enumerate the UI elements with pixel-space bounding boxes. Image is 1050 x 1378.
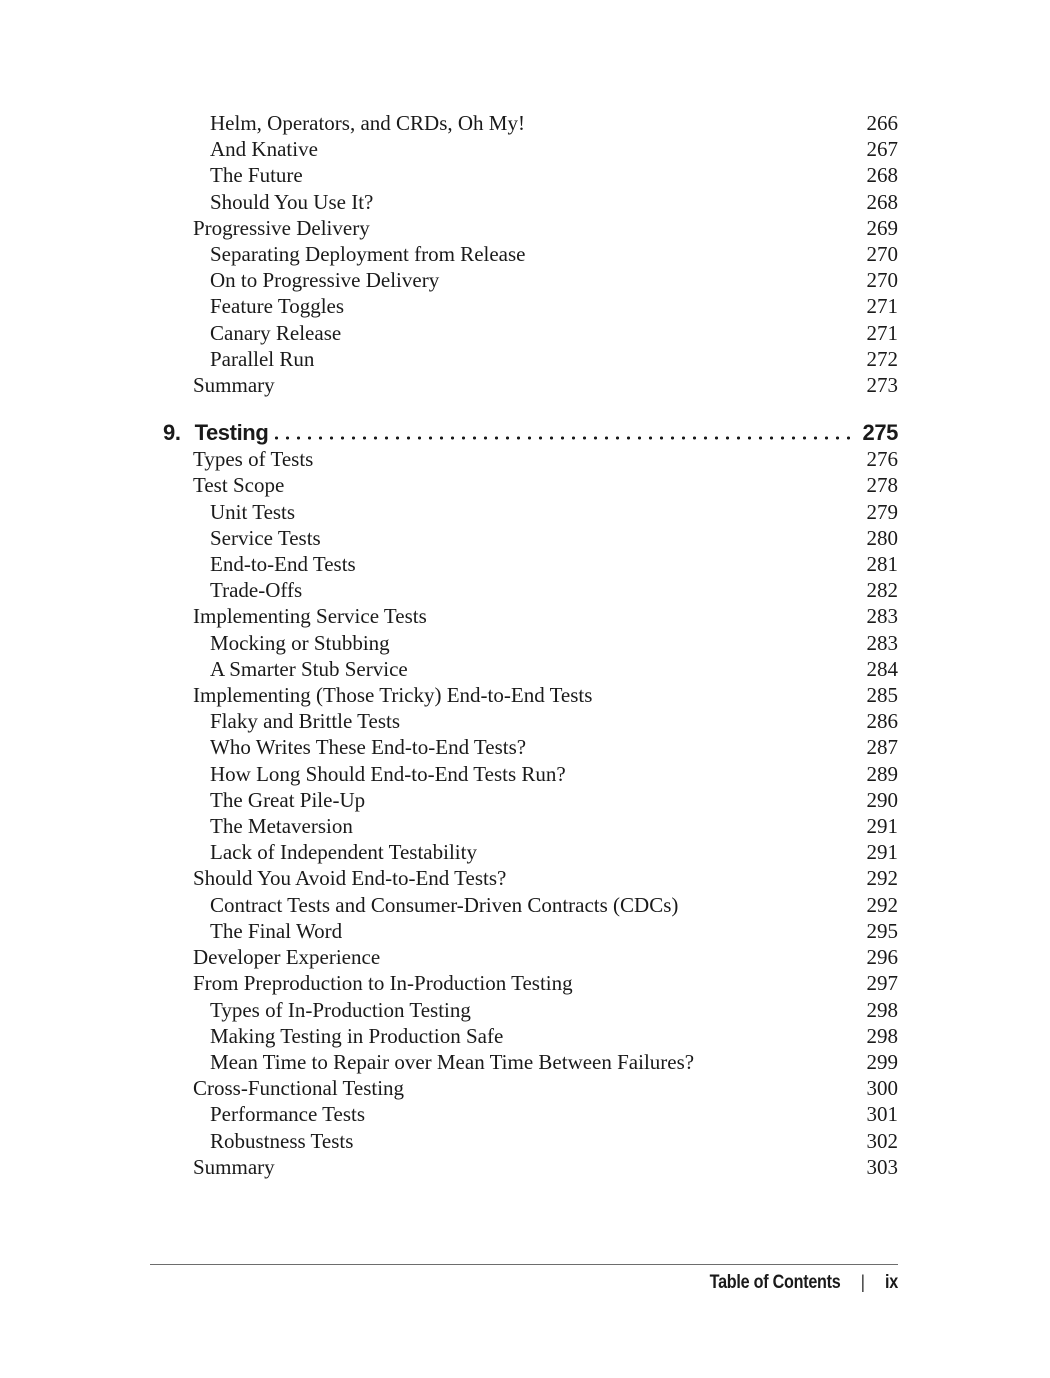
footer-section-label: Table of Contents [709, 1272, 841, 1293]
footer-text [262, 1272, 898, 1294]
toc-entry-page: 268 [866, 189, 898, 214]
toc-entry [150, 1128, 898, 1154]
toc-entry [150, 761, 898, 787]
toc-entry-title: Cross-Functional Testing [193, 1076, 405, 1101]
toc-entry [150, 162, 898, 188]
toc-entry-page: 299 [866, 1049, 898, 1074]
toc-entry [150, 215, 898, 241]
dot-leader [271, 436, 852, 440]
toc-entry-title: The Great Pile-Up [210, 787, 366, 812]
toc-entry [150, 656, 898, 682]
toc-entry-page: 279 [866, 499, 898, 524]
toc-entry-title: Lack of Independent Testability [210, 840, 477, 865]
toc-entry [150, 293, 898, 319]
toc-entry-page: 298 [866, 997, 898, 1022]
toc-entry-page: 290 [866, 787, 898, 812]
toc-entry-page: 301 [866, 1102, 898, 1127]
toc-entry-page: 298 [866, 1023, 898, 1048]
toc-entry-title: Service Tests [210, 525, 321, 550]
toc-entry-title: The Metaversion [210, 814, 353, 839]
table-of-contents [150, 110, 898, 1180]
toc-entry-page: 283 [866, 630, 898, 655]
toc-entry [150, 551, 898, 577]
toc-entry [150, 839, 898, 865]
toc-entry-page: 289 [866, 761, 898, 786]
toc-entry [150, 525, 898, 551]
toc-entry-page: 281 [866, 552, 898, 577]
toc-entry-title: The Final Word [210, 918, 343, 943]
toc-entry-page: 270 [866, 268, 898, 293]
toc-entry-page: 272 [866, 346, 898, 371]
toc-entry-page: 273 [866, 373, 898, 398]
toc-entry-page: 302 [866, 1128, 898, 1153]
toc-entry-title: Unit Tests [210, 499, 296, 524]
toc-entry-page: 268 [866, 163, 898, 188]
toc-entry-page: 269 [866, 215, 898, 240]
toc-entry-page: 300 [866, 1076, 898, 1101]
toc-entry [150, 708, 898, 734]
toc-entry-page: 303 [866, 1154, 898, 1179]
toc-entry [150, 970, 898, 996]
toc-entry-title: Mean Time to Repair over Mean Time Between Failures? [210, 1049, 695, 1074]
toc-entry-page: 291 [866, 840, 898, 865]
toc-entry-page: 284 [866, 656, 898, 681]
toc-entry-page: 267 [866, 137, 898, 162]
toc-entry [150, 472, 898, 498]
toc-entry-page: 285 [866, 683, 898, 708]
chapter-title: Testing [194, 420, 269, 446]
toc-entry [150, 1101, 898, 1127]
toc-entry-title: From Preproduction to In-Production Testing [193, 971, 573, 996]
toc-entry [150, 136, 898, 162]
toc-entry-title: Making Testing in Production Safe [210, 1023, 504, 1048]
toc-entry-page: 280 [866, 525, 898, 550]
toc-entry-title: Contract Tests and Consumer-Driven Contracts (CDCs) [210, 892, 679, 917]
toc-entry [150, 813, 898, 839]
toc-entry-page: 292 [866, 892, 898, 917]
toc-entry-title: Trade-Offs [210, 578, 303, 603]
toc-entry-page: 287 [866, 735, 898, 760]
toc-entry-title: The Future [210, 163, 303, 188]
footer-separator: | [860, 1272, 865, 1292]
toc-previous-chapter-entries [150, 110, 898, 398]
toc-entry-page: 283 [866, 604, 898, 629]
toc-entry-title: Summary [193, 1154, 275, 1179]
toc-entry-title: Mocking or Stubbing [210, 630, 390, 655]
toc-entry [150, 787, 898, 813]
toc-entry [150, 865, 898, 891]
toc-entry-title: Developer Experience [193, 945, 381, 970]
toc-entry-title: Parallel Run [210, 346, 315, 371]
toc-entry [150, 1049, 898, 1075]
toc-entry-title: Robustness Tests [210, 1128, 354, 1153]
toc-entry [150, 997, 898, 1023]
toc-entry [150, 630, 898, 656]
chapter-number: 9. [163, 420, 181, 446]
toc-entry [150, 446, 898, 472]
toc-entry [150, 1023, 898, 1049]
toc-entry-title: Separating Deployment from Release [210, 242, 526, 267]
toc-entry-title: A Smarter Stub Service [210, 656, 408, 681]
toc-entry-title: Should You Avoid End-to-End Tests? [193, 866, 507, 891]
page-footer [150, 1264, 898, 1294]
toc-entry-title: Who Writes These End-to-End Tests? [210, 735, 527, 760]
toc-entry-title: End-to-End Tests [210, 552, 356, 577]
toc-entry [150, 682, 898, 708]
chapter-page-number: 275 [862, 420, 898, 446]
toc-entry-title: Feature Toggles [210, 294, 345, 319]
toc-entry-title: And Knative [210, 137, 318, 162]
toc-chapter-entries [150, 446, 898, 1180]
toc-entry-title: Summary [193, 373, 275, 398]
toc-entry [150, 346, 898, 372]
toc-entry-page: 270 [866, 242, 898, 267]
toc-entry [150, 189, 898, 215]
toc-entry [150, 110, 898, 136]
toc-entry [150, 1154, 898, 1180]
toc-entry [150, 734, 898, 760]
chapter-9-block [150, 419, 898, 1180]
toc-entry [150, 320, 898, 346]
toc-entry-page: 271 [866, 320, 898, 345]
toc-entry-title: Types of In-Production Testing [210, 997, 471, 1022]
toc-entry-title: Flaky and Brittle Tests [210, 709, 401, 734]
toc-entry-page: 297 [866, 971, 898, 996]
toc-entry [150, 1075, 898, 1101]
toc-entry-title: Should You Use It? [210, 189, 374, 214]
toc-entry-page: 276 [866, 447, 898, 472]
toc-entry-title: Canary Release [210, 320, 342, 345]
toc-entry [150, 499, 898, 525]
toc-entry-title: How Long Should End-to-End Tests Run? [210, 761, 566, 786]
toc-entry-page: 291 [866, 814, 898, 839]
toc-entry-title: On to Progressive Delivery [210, 268, 440, 293]
chapter-heading [150, 419, 898, 446]
toc-entry [150, 241, 898, 267]
toc-entry [150, 372, 898, 398]
toc-entry [150, 577, 898, 603]
toc-entry-title: Performance Tests [210, 1102, 366, 1127]
toc-entry [150, 892, 898, 918]
toc-entry-page: 292 [866, 866, 898, 891]
toc-entry-page: 286 [866, 709, 898, 734]
toc-entry [150, 944, 898, 970]
toc-entry-page: 266 [866, 111, 898, 135]
toc-entry-page: 295 [866, 918, 898, 943]
toc-entry [150, 918, 898, 944]
toc-entry-title: Helm, Operators, and CRDs, Oh My! [210, 111, 525, 135]
toc-entry-page: 278 [866, 473, 898, 498]
toc-entry-title: Types of Tests [193, 447, 314, 472]
footer-page-number: ix [885, 1272, 898, 1293]
toc-entry-title: Progressive Delivery [193, 215, 370, 240]
toc-entry-title: Implementing (Those Tricky) End-to-End Tests [193, 683, 593, 708]
toc-entry-title: Implementing Service Tests [193, 604, 427, 629]
toc-entry-title: Test Scope [193, 473, 285, 498]
toc-entry-page: 282 [866, 578, 898, 603]
toc-entry-page: 296 [866, 945, 898, 970]
toc-entry-page: 271 [866, 294, 898, 319]
toc-entry [150, 267, 898, 293]
toc-entry [150, 603, 898, 629]
